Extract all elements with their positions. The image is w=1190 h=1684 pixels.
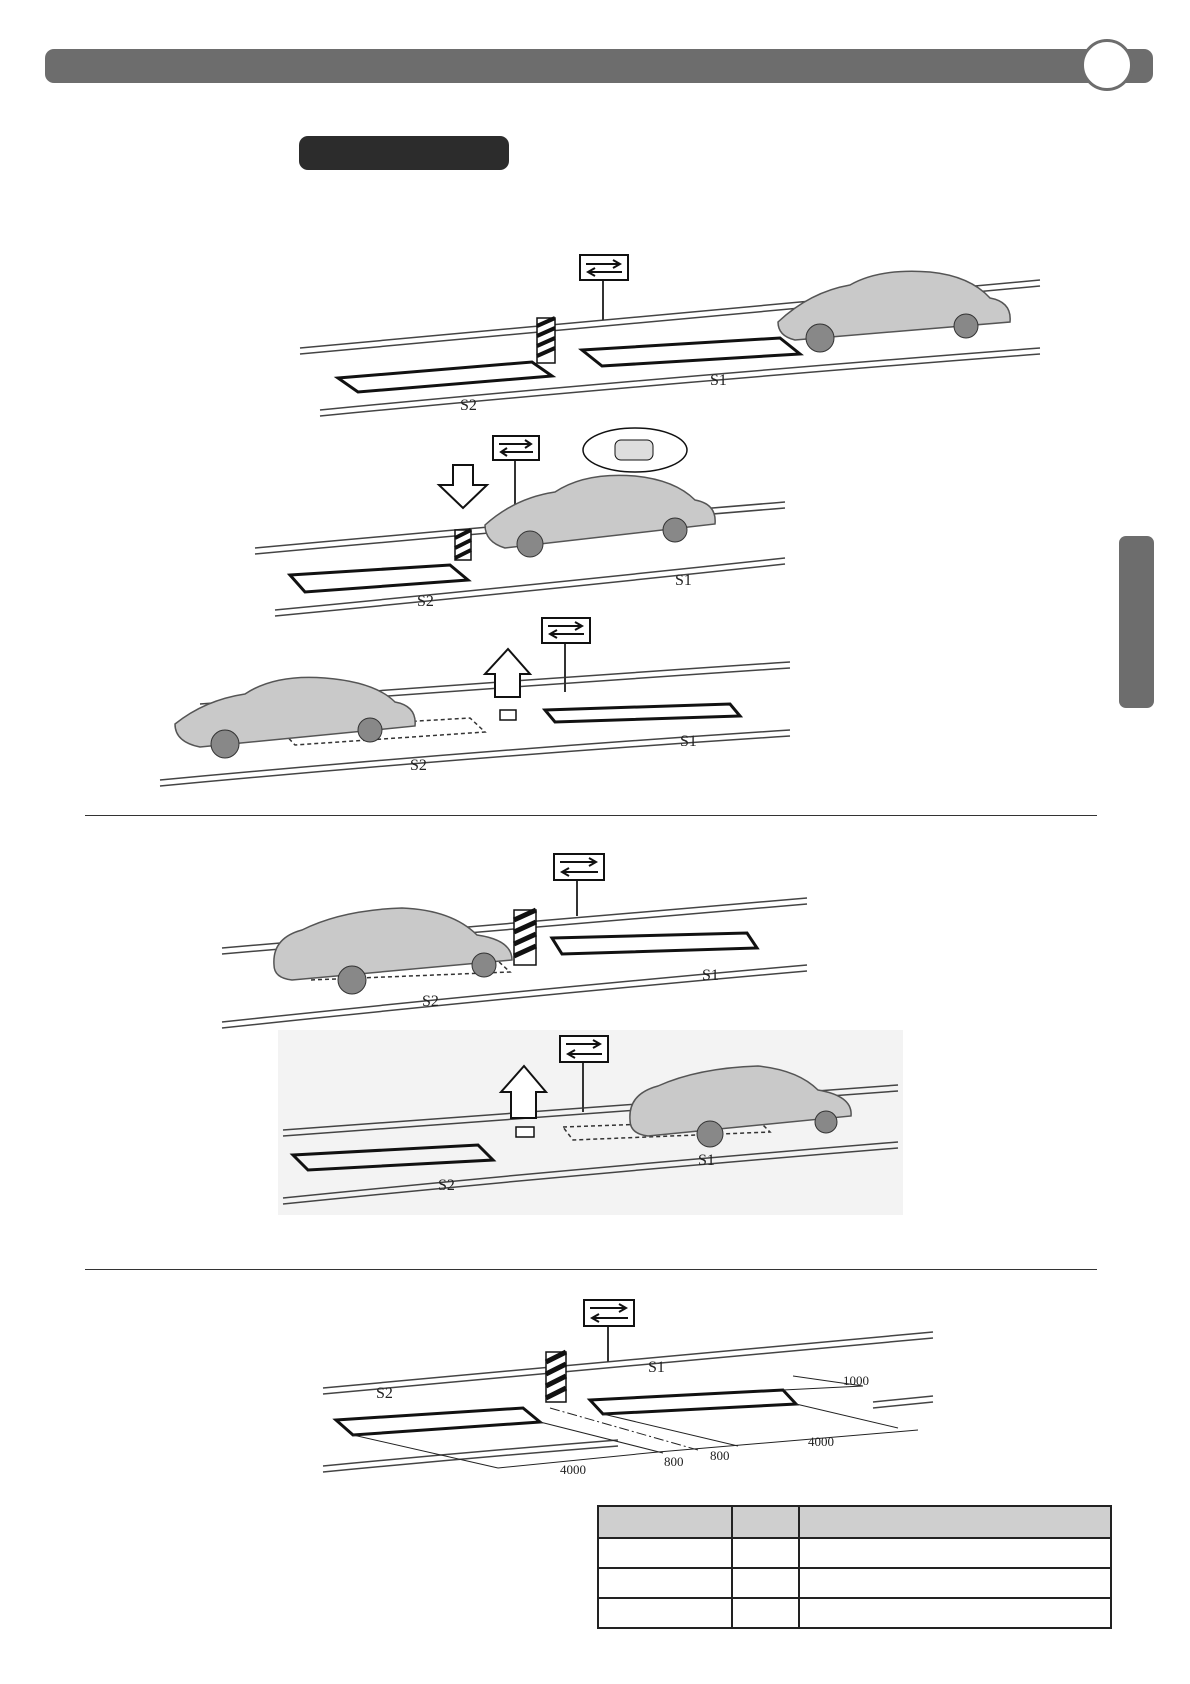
dimension-label: 800 [710, 1448, 730, 1463]
table-cell [732, 1568, 799, 1598]
label-s1: S1 [680, 733, 697, 750]
direction-sign-icon [580, 255, 628, 320]
direction-sign-icon [560, 1036, 608, 1112]
down-arrow-icon [439, 465, 487, 508]
page-number-badge [1081, 39, 1133, 91]
bollard-icon [516, 1127, 534, 1137]
table-cell [598, 1538, 732, 1568]
car-icon [778, 271, 1010, 352]
table-row [598, 1568, 1111, 1598]
direction-sign-icon [554, 854, 604, 916]
table-cell [799, 1568, 1111, 1598]
car-icon [630, 1066, 851, 1147]
label-s2: S2 [417, 593, 434, 610]
car-icon [175, 677, 415, 758]
illustration-scene-1 [290, 250, 1050, 420]
section-title-pill [299, 136, 509, 170]
bollard-icon [514, 910, 536, 965]
label-s2: S2 [460, 397, 477, 414]
table-header [598, 1506, 732, 1538]
label-s1: S1 [710, 372, 727, 389]
spec-table [597, 1505, 1112, 1629]
separator-line [85, 815, 1097, 816]
label-s2: S2 [410, 757, 427, 774]
label-s1: S1 [648, 1359, 665, 1376]
table-header-row [598, 1506, 1111, 1538]
illustration-scene-5 [278, 1030, 903, 1215]
table-header [799, 1506, 1111, 1538]
table-row [598, 1598, 1111, 1628]
label-s1: S1 [675, 572, 692, 589]
bollard-icon [455, 530, 471, 560]
bollard-icon [537, 318, 555, 363]
direction-sign-icon [542, 618, 590, 692]
car-icon [274, 908, 512, 994]
label-s2: S2 [438, 1177, 455, 1194]
label-s1: S1 [702, 967, 719, 984]
table-cell [732, 1538, 799, 1568]
direction-sign-icon [584, 1300, 634, 1362]
up-arrow-icon [501, 1066, 546, 1118]
side-chapter-tab [1119, 536, 1154, 708]
label-s2: S2 [422, 993, 439, 1010]
illustration-layout-plan [318, 1290, 938, 1480]
label-s2: S2 [376, 1385, 393, 1402]
illustration-scene-4 [222, 850, 812, 1030]
header-bar [45, 49, 1153, 83]
dimension-label: 1000 [843, 1373, 869, 1388]
table-row [598, 1538, 1111, 1568]
bollard-icon [546, 1352, 566, 1402]
table-cell [799, 1538, 1111, 1568]
separator-line [85, 1269, 1097, 1270]
remote-control-icon [583, 428, 687, 472]
illustration-scene-2 [255, 430, 795, 620]
table-header [732, 1506, 799, 1538]
up-arrow-icon [485, 649, 530, 697]
dimension-label: 4000 [808, 1434, 834, 1449]
table-cell [598, 1598, 732, 1628]
direction-sign-icon [493, 436, 539, 505]
label-s1: S1 [698, 1152, 715, 1169]
dimension-label: 800 [664, 1454, 684, 1469]
table-cell [799, 1598, 1111, 1628]
car-icon [485, 475, 715, 557]
dimension-label: 4000 [560, 1462, 586, 1477]
table-cell [598, 1568, 732, 1598]
bollard-icon [500, 710, 516, 720]
illustration-scene-3 [160, 612, 800, 797]
table-cell [732, 1598, 799, 1628]
